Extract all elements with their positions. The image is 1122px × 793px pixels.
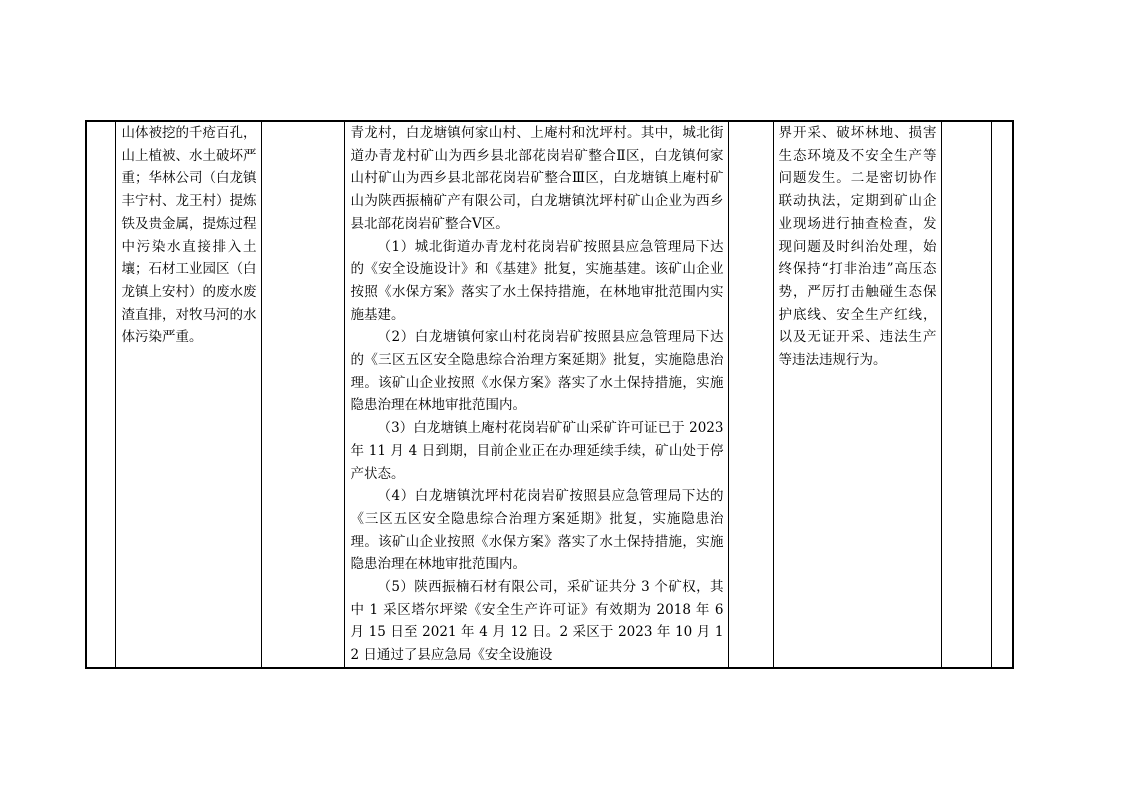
measures-text: 界开采、破坏林地、损害生态环境及不安全生产等问题发生。二是密切协作联动执法，定期到矿山企业现场进行抽查检查，发现问题及时纠治处理，始终保持“打非治违”高压态势，严厉打击触碰生态保护底线、安全生产红线，以及无证开采、违法生产等违法违规行为。 (778, 125, 937, 369)
cell-empty-h (991, 121, 1013, 668)
cell-index (86, 121, 115, 668)
cell-problem (115, 121, 261, 668)
verification-paragraph-4: （4）白龙塘镇沈坪村花岗岩矿按照县应急管理局下达的《三区五区安全隐患综合治理方案延期》批复，实施隐患治理。该矿山企业按照《水保方案》落实了水土保持措施，实施隐患治理在林地审批范围内。 (350, 488, 724, 573)
verification-paragraph-1: （1）城北街道办青龙村花岗岩矿按照县应急管理局下达的《安全设施设计》和《基建》批复，实施基建。该矿山企业按照《水保方案》落实了水土保持措施，在林地审批范围内实施基建。 (350, 238, 724, 323)
cell-measures (773, 121, 941, 668)
cell-empty-g (941, 121, 991, 668)
verification-paragraph-5: （5）陕西振楠石材有限公司，采矿证共分 3 个矿权，其中 1 采区塔尔坪梁《安全生产许可证》有效期为 2018 年 6 月 15 日至 2021 年 4 月 12 日。2 采区于 2023 年 10 月 12 日通过了县应急局《安全设施设 (350, 579, 724, 664)
verification-paragraph-2: （2）白龙塘镇何家山村花岗岩矿按照县应急管理局下达的《三区五区安全隐患综合治理方案延期》批复，实施隐患治理。该矿山企业按照《水保方案》落实了水土保持措施，实施隐患治理在林地审批范围内。 (350, 329, 724, 414)
cell-empty-e (728, 121, 773, 668)
verification-text (345, 122, 728, 667)
problem-text: 山体被挖的千疮百孔，山上植被、水土破坏严重；华林公司（白龙镇丰宁村、龙王村）提炼铁及贵金属，提炼过程中污染水直接排入土壤；石材工业园区（白龙镇上安村）的废水废渣直排，对牧马河的水体污染严重。 (121, 125, 257, 346)
verification-paragraph-0: 青龙村，白龙塘镇何家山村、上庵村和沈坪村。其中，城北街道办青龙村矿山为西乡县北部花岗岩矿整合Ⅱ区，白龙镇何家山村矿山为西乡县北部花岗岩矿整合Ⅲ区，白龙塘镇上庵村矿山为陕西振楠矿产有限公司，白龙塘镇沈坪村矿山企业为西乡县北部花岗岩矿整合Ⅴ区。 (350, 125, 724, 232)
cell-verification (344, 121, 728, 668)
verification-paragraph-3: （3）白龙塘镇上庵村花岗岩矿矿山采矿许可证已于 2023 年 11 月 4 日到期，目前企业正在办理延续手续，矿山处于停产状态。 (350, 420, 724, 482)
document-table (85, 120, 1014, 669)
table-row (86, 121, 1013, 668)
cell-empty-c (261, 121, 344, 668)
